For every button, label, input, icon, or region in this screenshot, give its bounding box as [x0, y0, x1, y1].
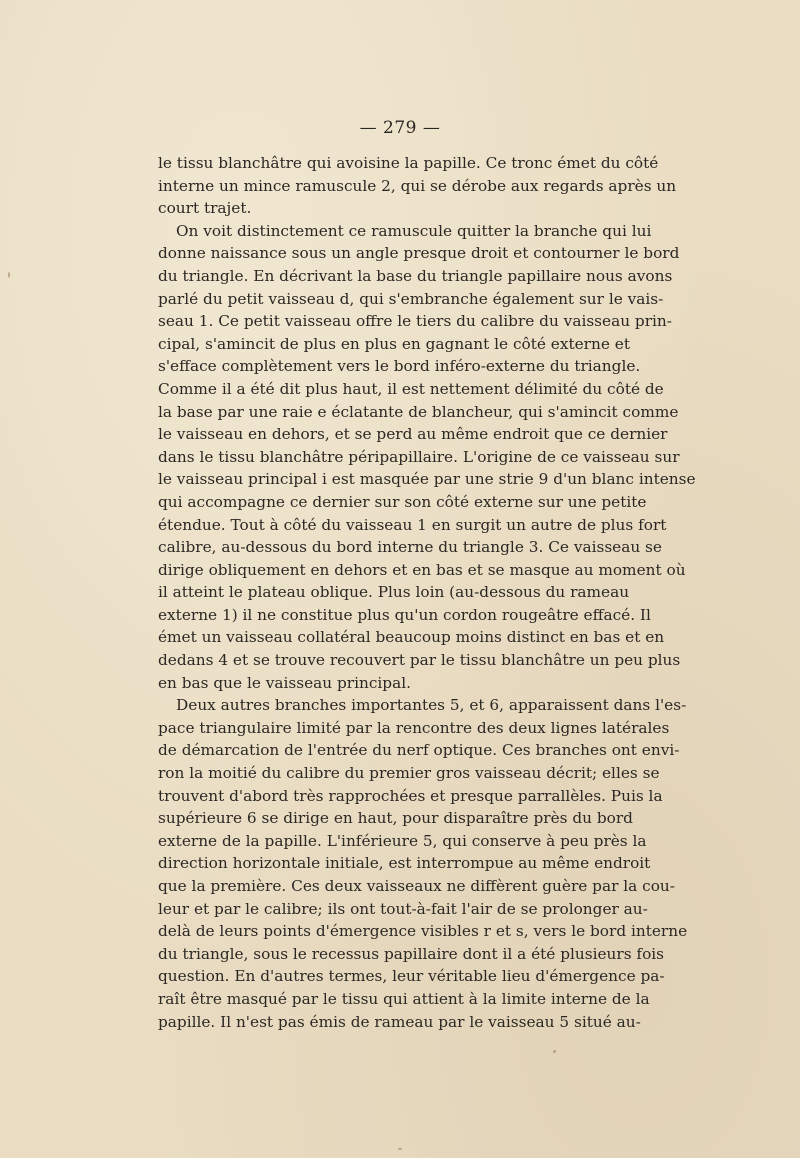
text-line: que la première. Ces deux vaisseaux ne diffèrent guère par la cou- — [158, 877, 675, 895]
text-line: le tissu blanchâtre qui avoisine la papille. Ce tronc émet du côté — [158, 154, 659, 172]
text-line: cipal, s'amincit de plus en plus en gagnant le côté externe et — [158, 334, 630, 353]
text-line: externe 1) il ne constitue plus qu'un cordon rougeâtre effacé. Il — [158, 605, 651, 624]
text-line: delà de leurs points d'émergence visibles r et s, vers le bord interne — [158, 922, 688, 941]
text-line: dedans 4 et se trouve recouvert par le tissu blanchâtre un peu plus — [158, 651, 681, 670]
text-line: il atteint le plateau oblique. Plus loin (au-dessous du rameau — [158, 583, 630, 602]
text-line: calibre, au-dessous du bord interne du triangle 3. Ce vaisseau se — [158, 538, 662, 557]
text-line: du triangle. En décrivant la base du triangle papillaire nous avons — [158, 266, 673, 285]
text-line: leur et par le calibre; ils ont tout-à-fait l'air de se prolonger au- — [158, 899, 648, 918]
text-line: émet un vaisseau collatéral beaucoup moins distinct en bas et en — [158, 628, 665, 647]
text-line: du triangle, sous le recessus papillaire dont il a été plusieurs fois — [158, 944, 665, 963]
text-line: s'efface complètement vers le bord inféro-externe du triangle. — [158, 357, 641, 376]
text-line: la base par une raie e éclatante de blancheur, qui s'amincit comme — [158, 402, 679, 421]
text-line: interne un mince ramuscule 2, qui se dérobe aux regards après un — [158, 176, 677, 195]
page-number: — 279 — — [359, 118, 441, 138]
text-line: Comme il a été dit plus haut, il est nettement délimité du côté de — [158, 379, 664, 398]
text-line: supérieure 6 se dirige en haut, pour disparaître près du bord — [158, 809, 633, 828]
text-line: court trajet. — [158, 199, 252, 218]
text-line: qui accompagne ce dernier sur son côté externe sur une petite — [158, 492, 647, 511]
paper-speck — [398, 1148, 402, 1150]
text-line: question. En d'autres termes, leur véritable lieu d'émergence pa- — [158, 967, 665, 986]
text-line: trouvent d'abord très rapprochées et presque parrallèles. Puis la — [158, 786, 663, 805]
text-line: dirige obliquement en dehors et en bas et se masque au moment où — [158, 560, 686, 579]
text-line: étendue. Tout à côté du vaisseau 1 en surgit un autre de plus fort — [158, 515, 667, 534]
text-line: seau 1. Ce petit vaisseau offre le tiers du calibre du vaisseau prin- — [158, 312, 672, 331]
paper-speck — [8, 272, 10, 278]
text-line: le vaisseau en dehors, et se perd au même endroit que ce dernier — [158, 425, 668, 444]
text-line: Deux autres branches importantes 5, et 6, apparaissent dans l'es- — [176, 696, 687, 715]
text-line: pace triangulaire limité par la rencontre des deux lignes latérales — [158, 718, 670, 737]
text-line: donne naissance sous un angle presque droit et contourner le bord — [158, 244, 680, 263]
text-line: direction horizontale initiale, est interrompue au même endroit — [158, 854, 651, 873]
paper-speck — [553, 1050, 556, 1053]
text-line: dans le tissu blanchâtre péripapillaire. L'origine de ce vaisseau sur — [158, 447, 680, 466]
text-line: le vaisseau principal i est masquée par une strie 9 d'un blanc intense — [158, 470, 696, 489]
body-text — [158, 152, 696, 1033]
text-line: en bas que le vaisseau principal. — [158, 673, 411, 692]
text-line: externe de la papille. L'inférieure 5, qui conserve à peu près la — [158, 831, 647, 850]
text-line: ron la moitié du calibre du premier gros vaisseau décrit; elles se — [158, 764, 660, 783]
text-line: de démarcation de l'entrée du nerf optique. Ces branches ont envi- — [158, 741, 680, 760]
text-line: parlé du petit vaisseau d, qui s'embranche également sur le vais- — [158, 289, 664, 308]
text-line: raît être masqué par le tissu qui attient à la limite interne de la — [158, 989, 650, 1008]
text-line: On voit distinctement ce ramuscule quitter la branche qui lui — [176, 221, 652, 240]
text-line: papille. Il n'est pas émis de rameau par le vaisseau 5 situé au- — [158, 1012, 641, 1031]
